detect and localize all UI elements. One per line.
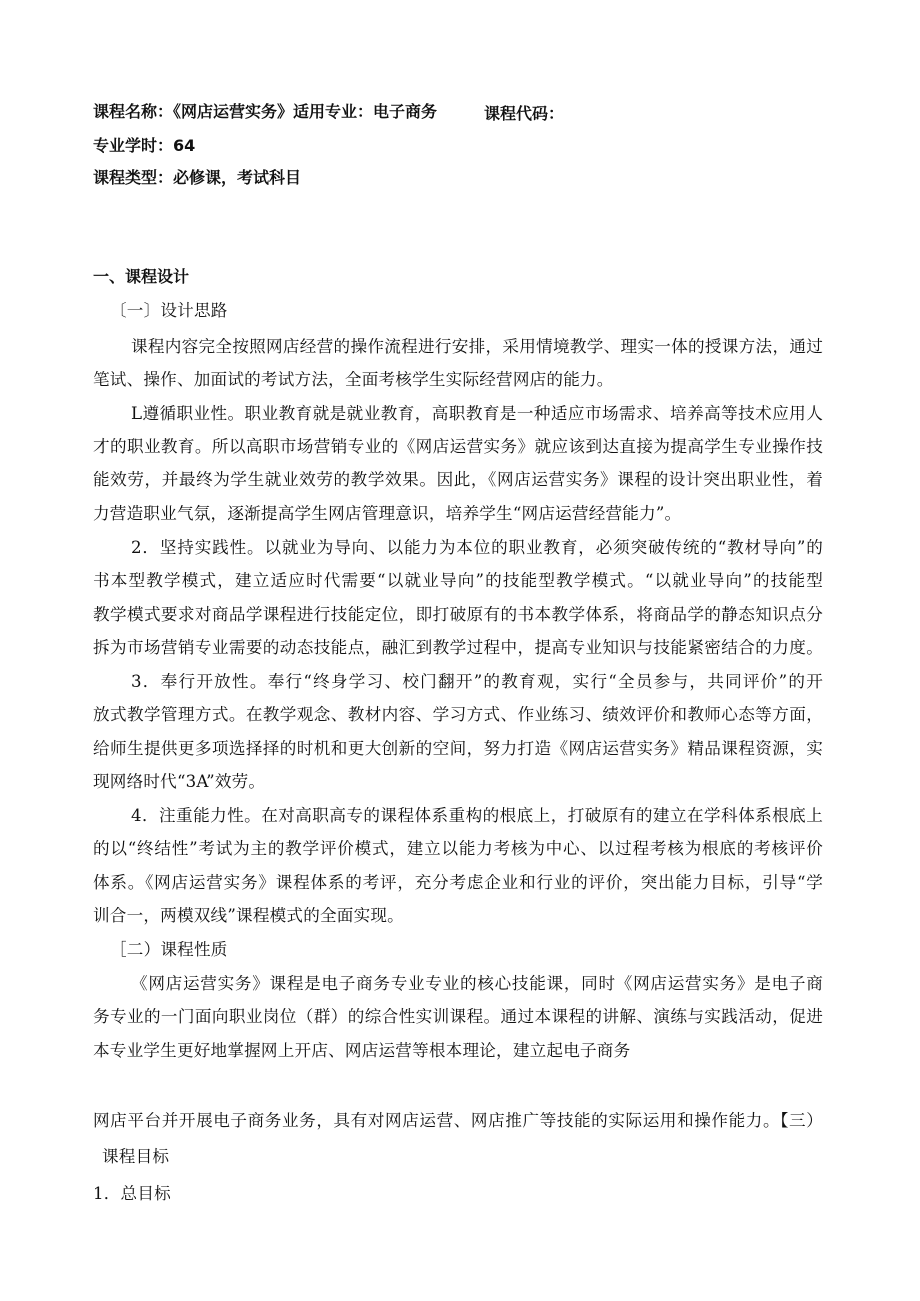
paragraph-line: 现网络时代“3A”效劳。	[93, 772, 266, 791]
paragraph-line: 3．奉行开放性。奉行“终身学习、校门翻开”的教育观，实行“全员参与，共同评价”的开	[131, 672, 823, 691]
paragraph-line: 能效劳，并最终为学生就业效劳的教学效果。因此，《网店运营实务》课程的设计突出职业性，着	[93, 470, 823, 489]
paragraph-line: 书本型教学模式，建立适应时代需要“以就业导向”的技能型教学模式。“以就业导向”的技能型	[93, 571, 823, 590]
section-title: 一、课程设计	[93, 267, 190, 286]
paragraph-line: 的以“终结性”考试为主的教学评价模式，建立以能力考核为中心、以过程考核为根底的考核评价	[93, 839, 823, 858]
paragraph-line: 网店平台并开展电子商务业务，具有对网店运营、网店推广等技能的实际运用和操作能力。【三）	[93, 1111, 823, 1130]
paragraph-line: 笔试、操作、加面试的考试方法，全面考核学生实际经营网店的能力。	[93, 370, 614, 389]
paragraph-line: 《网店运营实务》课程是电子商务专业专业的核心技能课，同时《网店运营实务》是电子商	[131, 974, 823, 993]
subsection-title-nature: ［二）课程性质	[110, 940, 228, 959]
subsection-title-goals: 课程目标	[102, 1147, 170, 1166]
course-hours: 专业学时：64	[93, 136, 196, 155]
course-name: 课程名称：《网店运营实务》适用专业：电子商务	[93, 102, 438, 121]
paragraph-line: 2．坚持实践性。以就业为导向、以能力为本位的职业教育，必须突破传统的“教材导向”的	[131, 538, 823, 557]
paragraph-line: 拆为市场营销专业需要的动态技能点，融汇到教学过程中，提高专业知识与技能紧密结合的力度。	[93, 638, 823, 657]
paragraph-line: 体系。《网店运营实务》课程体系的考评，充分考虑企业和行业的评价，突出能力目标，引导“学	[93, 873, 823, 892]
subsection-title-design: 〔一〕设计思路	[110, 301, 228, 320]
paragraph-line: L遵循职业性。职业教育就是就业教育，高职教育是一种适应市场需求、培养高等技术应用人	[131, 404, 823, 423]
goal-heading: 1．总目标	[93, 1184, 171, 1203]
paragraph-line: 力营造职业气氛，逐渐提高学生网店管理意识，培养学生“网店运营经营能力”。	[93, 504, 682, 523]
course-code: 课程代码：	[484, 104, 565, 123]
paragraph-line: 才的职业教育。所以高职市场营销专业的《网店运营实务》就应该到达直接为提高学生专业操作技	[93, 437, 823, 456]
paragraph-line: 放式教学管理方式。在教学观念、教材内容、学习方式、作业练习、绩效评价和教师心态等方面，	[93, 705, 823, 724]
paragraph-line: 教学模式要求对商品学课程进行技能定位，即打破原有的书本教学体系，将商品学的静态知识点分	[93, 605, 823, 624]
paragraph-line: 给师生提供更多项选择择的时机和更大创新的空间，努力打造《网店运营实务》精品课程资源，实	[93, 739, 823, 758]
paragraph-line: 训合一，两模双线”课程模式的全面实现。	[93, 906, 404, 925]
paragraph-line: 课程内容完全按照网店经营的操作流程进行安排，采用情境教学、理实一体的授课方法，通过	[131, 337, 823, 356]
paragraph-line: 务专业的一门面向职业岗位（群）的综合性实训课程。通过本课程的讲解、演练与实践活动，促进	[93, 1007, 823, 1026]
paragraph-line: 本专业学生更好地掌握网上开店、网店运营等根本理论，建立起电子商务	[93, 1041, 631, 1060]
paragraph-line: 4．注重能力性。在对高职高专的课程体系重构的根底上，打破原有的建立在学科体系根底上	[131, 806, 823, 825]
course-type: 课程类型：必修课，考试科目	[93, 168, 302, 187]
